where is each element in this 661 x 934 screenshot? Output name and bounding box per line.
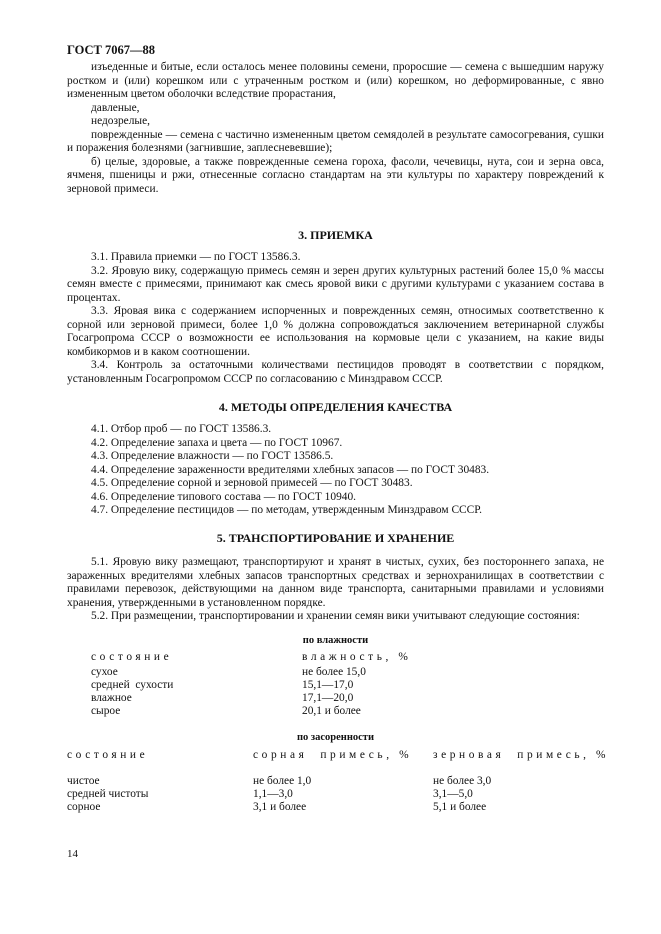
paragraph: 5.2. При размещении, транспортировании и хранении семян вики учитывают следующие состояния: [91,610,580,622]
column-header: состояние [67,749,149,761]
section-3-title: 3. ПРИЕМКА [298,228,373,242]
cell: 17,1—20,0 [302,692,354,704]
cell: 1,1—3,0 [253,788,293,800]
document-header: ГОСТ 7067—88 [67,43,156,57]
cell: 3,1 и более [253,801,307,813]
cell: средней сухости [91,679,174,691]
paragraph: 3.2. Яровую вику, содержащую примесь семян и зерен других культурных растений более 15,0 % массы семян вместе с примесями, принимают как смесь яровой вики с другими культурами с указанием состава в процентах. [67,264,604,304]
column-header: влажность, % [302,651,412,663]
table-row [67,679,604,692]
paragraph: 3.1. Правила приемки — по ГОСТ 13586.3. [91,251,301,263]
cell: сырое [91,705,121,717]
cell: 5,1 и более [433,801,487,813]
paragraph: 4.3. Определение влажности — по ГОСТ 13586.5. [91,450,334,462]
paragraph: 4.4. Определение зараженности вредителями хлебных запасов — по ГОСТ 30483. [91,463,490,476]
paragraph: 4.1. Отбор проб — по ГОСТ 13586.3. [91,423,272,435]
paragraph: недозрелые, [91,115,150,127]
paragraph: 4.2. Определение запаха и цвета — по ГОСТ 10967. [91,436,343,449]
cell: 15,1—17,0 [302,679,354,691]
impurity-table-title: по засоренности [296,732,375,743]
paragraph: 4.6. Определение типового состава — по ГОСТ 10940. [91,490,356,503]
cell: чистое [67,775,100,787]
cell: не более 1,0 [253,775,312,787]
paragraph: 4.7. Определение пестицидов — по методам, утвержденным Минздравом СССР. [91,504,483,516]
intro-block [67,61,604,196]
section-4-body [67,423,604,518]
table-row [67,692,604,705]
cell: 3,1—5,0 [433,788,473,800]
table-header-row [67,749,610,762]
section-4-title: 4. МЕТОДЫ ОПРЕДЕЛЕНИЯ КАЧЕСТВА [218,400,453,414]
paragraph: изъеденные и битые, если осталось менее половины семени, проросшие — семена с вышедшим наружу ростком и (или) корешком или с утраченным ростком и (или) корешком, но деформированные, с явно измененным цветом оболочки вследствие прорастания, [67,61,604,100]
paragraph: поврежденные — семена с частично измененным цветом семядолей в результате самосогревания, сушки и поражения болезнями (загнившие, заплесневевшие); [67,128,604,154]
cell: сухое [91,666,118,678]
table-header-row [67,651,604,664]
cell: влажное [91,692,132,704]
cell: средней чистоты [67,788,149,800]
table-row [67,666,604,679]
section-5-body [67,556,604,624]
moisture-table-title: по влажности [302,635,369,646]
column-header: сорная примесь, % [253,749,413,761]
page-number: 14 [67,848,78,860]
paragraph: 4.5. Определение сорной и зерновой примесей — по ГОСТ 30483. [91,477,413,489]
paragraph: 5.1. Яровую вику размещают, транспортируют и хранят в чистых, сухих, без постороннего запаха, не зараженных вредителями хлебных запасов транспортных средствах и зернохранилищах в соответствии с правилами перевозок, действующими на данном виде транспорта, санитарными правилами и условиями хранения, утвержденными в установленном порядке. [67,556,604,609]
table-row [67,775,604,788]
table-row [67,788,604,801]
impurity-table [67,749,610,819]
cell: 20,1 и более [302,705,361,717]
table-row [67,705,604,718]
paragraph: 3.3. Яровая вика с содержанием испорченных и поврежденных семян, относимых соответственно к сорной или зерновой примеси, более 1,0 % должна сопровождаться заключением ветеринарной службы Госагропрома СССР о возможности ее использования на кормовые цели с указанием, на какие виды комбикормов и в каком соотношении. [67,305,604,358]
paragraph: б) целые, здоровые, а также поврежденные семена гороха, фасоли, чечевицы, нута, сои и зерна овса, ячменя, пшеницы и ржи, отнесенные согласно стандартам на эти культуры по характеру повреждений к зерновой примеси. [67,155,604,195]
cell: не более 3,0 [433,775,492,787]
column-header: состояние [91,651,173,663]
paragraph: 3.4. Контроль за остаточными количествами пестицидов проводят в соответствии с порядком, установленным Госагропромом СССР по согласованию с Минздравом СССР. [67,359,604,385]
table-row [67,801,604,814]
paragraph: давленые, [91,101,140,114]
cell: не более 15,0 [302,666,366,678]
moisture-table [67,651,604,731]
column-header: зерновая примесь, % [433,749,610,761]
section-3-body [67,251,604,386]
section-5-title: 5. ТРАНСПОРТИРОВАНИЕ И ХРАНЕНИЕ [216,531,455,545]
cell: сорное [67,801,101,813]
